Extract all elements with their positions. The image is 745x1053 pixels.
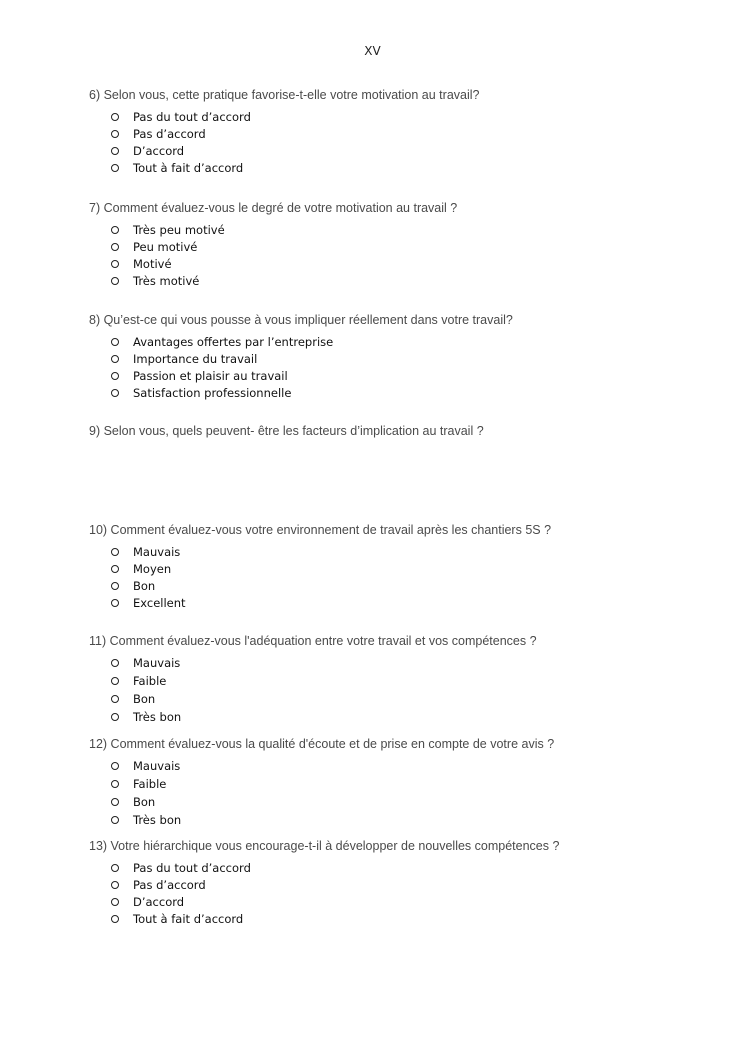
option-label: Faible (133, 674, 167, 688)
circle-bullet-icon (111, 713, 119, 721)
circle-bullet-icon (111, 372, 119, 380)
option-radio[interactable] (89, 333, 709, 350)
option-radio[interactable] (89, 543, 709, 560)
option-radio[interactable] (89, 221, 709, 238)
option-label: D’accord (133, 143, 185, 158)
options-list (89, 543, 709, 611)
circle-bullet-icon (111, 816, 119, 824)
options-list (89, 333, 709, 401)
question-9 (89, 424, 709, 439)
options-list (89, 108, 709, 176)
question-text: 11) Comment évaluez-vous l'adéquation entre votre travail et vos compétences ? (89, 634, 537, 648)
option-label: Mauvais (133, 544, 181, 559)
circle-bullet-icon (111, 659, 119, 667)
option-radio[interactable] (89, 125, 709, 142)
option-radio[interactable] (89, 672, 709, 690)
option-radio[interactable] (89, 775, 709, 793)
question-10 (89, 523, 709, 611)
option-label: Pas du tout d’accord (133, 109, 251, 124)
circle-bullet-icon (111, 898, 119, 906)
circle-bullet-icon (111, 260, 119, 268)
circle-bullet-icon (111, 277, 119, 285)
circle-bullet-icon (111, 164, 119, 172)
circle-bullet-icon (111, 130, 119, 138)
option-radio[interactable] (89, 238, 709, 255)
option-radio[interactable] (89, 690, 709, 708)
option-label: D’accord (133, 894, 185, 909)
option-label: Très bon (133, 710, 182, 724)
circle-bullet-icon (111, 582, 119, 590)
question-text: 9) Selon vous, quels peuvent- être les facteurs d’implication au travail ? (89, 424, 484, 438)
question-text: 13) Votre hiérarchique vous encourage-t-il à développer de nouvelles compétences ? (89, 839, 560, 853)
circle-bullet-icon (111, 780, 119, 788)
option-label: Pas d’accord (133, 877, 206, 892)
option-label: Très bon (133, 813, 182, 827)
circle-bullet-icon (111, 881, 119, 889)
circle-bullet-icon (111, 762, 119, 770)
question-8 (89, 313, 709, 401)
question-text: 8) Qu’est-ce qui vous pousse à vous impliquer réellement dans votre travail? (89, 313, 513, 327)
option-label: Très peu motivé (133, 222, 225, 237)
question-12 (89, 737, 709, 829)
question-6 (89, 88, 709, 176)
option-radio[interactable] (89, 893, 709, 910)
options-list (89, 654, 709, 726)
option-label: Satisfaction professionnelle (133, 385, 292, 400)
option-radio[interactable] (89, 142, 709, 159)
option-radio[interactable] (89, 255, 709, 272)
option-label: Pas d’accord (133, 126, 206, 141)
option-label: Passion et plaisir au travail (133, 368, 288, 383)
option-label: Tout à fait d’accord (133, 160, 244, 175)
option-radio[interactable] (89, 272, 709, 289)
circle-bullet-icon (111, 226, 119, 234)
option-label: Avantages offertes par l’entreprise (133, 334, 334, 349)
options-list (89, 221, 709, 289)
option-radio[interactable] (89, 757, 709, 775)
circle-bullet-icon (111, 338, 119, 346)
circle-bullet-icon (111, 548, 119, 556)
option-radio[interactable] (89, 876, 709, 893)
option-label: Bon (133, 692, 156, 706)
question-13 (89, 839, 709, 927)
question-text: 6) Selon vous, cette pratique favorise-t-elle votre motivation au travail? (89, 88, 480, 102)
option-radio[interactable] (89, 577, 709, 594)
option-radio[interactable] (89, 560, 709, 577)
option-label: Peu motivé (133, 239, 198, 254)
circle-bullet-icon (111, 389, 119, 397)
circle-bullet-icon (111, 864, 119, 872)
option-label: Bon (133, 795, 156, 809)
option-radio[interactable] (89, 108, 709, 125)
option-label: Mauvais (133, 656, 181, 670)
circle-bullet-icon (111, 915, 119, 923)
options-list (89, 757, 709, 829)
option-radio[interactable] (89, 384, 709, 401)
option-radio[interactable] (89, 811, 709, 829)
option-radio[interactable] (89, 367, 709, 384)
option-radio[interactable] (89, 594, 709, 611)
question-text: 7) Comment évaluez-vous le degré de votre motivation au travail ? (89, 201, 458, 215)
question-text: 10) Comment évaluez-vous votre environnement de travail après les chantiers 5S ? (89, 523, 552, 537)
option-radio[interactable] (89, 654, 709, 672)
option-radio[interactable] (89, 910, 709, 927)
circle-bullet-icon (111, 695, 119, 703)
option-radio[interactable] (89, 793, 709, 811)
options-list (89, 859, 709, 927)
option-radio[interactable] (89, 859, 709, 876)
circle-bullet-icon (111, 565, 119, 573)
circle-bullet-icon (111, 677, 119, 685)
option-label: Motivé (133, 256, 172, 271)
question-text: 12) Comment évaluez-vous la qualité d'écoute et de prise en compte de votre avis ? (89, 737, 555, 751)
circle-bullet-icon (111, 113, 119, 121)
question-11 (89, 634, 709, 726)
option-radio[interactable] (89, 350, 709, 367)
option-label: Moyen (133, 561, 172, 576)
circle-bullet-icon (111, 243, 119, 251)
option-radio[interactable] (89, 159, 709, 176)
option-label: Importance du travail (133, 351, 258, 366)
option-radio[interactable] (89, 708, 709, 726)
option-label: Tout à fait d’accord (133, 911, 244, 926)
option-label: Pas du tout d’accord (133, 860, 251, 875)
circle-bullet-icon (111, 599, 119, 607)
option-label: Excellent (133, 595, 186, 610)
page-number: XV (364, 44, 381, 58)
option-label: Très motivé (133, 273, 200, 288)
question-7 (89, 201, 709, 289)
option-label: Bon (133, 578, 156, 593)
circle-bullet-icon (111, 147, 119, 155)
option-label: Mauvais (133, 759, 181, 773)
circle-bullet-icon (111, 355, 119, 363)
option-label: Faible (133, 777, 167, 791)
circle-bullet-icon (111, 798, 119, 806)
